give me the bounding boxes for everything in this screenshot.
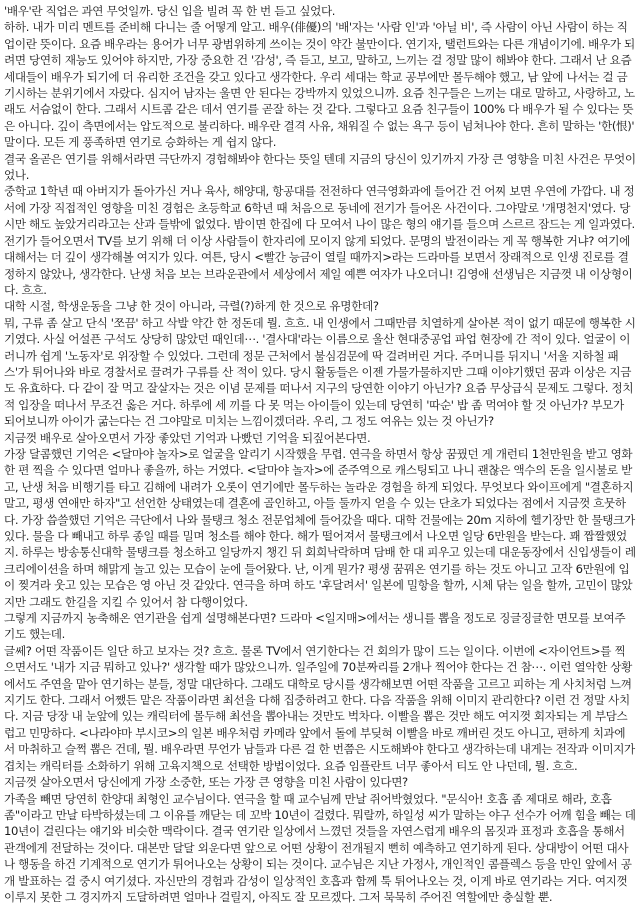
interview-answer: 뭐, 구류 좀 살고 단식 '쪼끔' 하고 삭발 약간 한 정돈데 뭘. 흐흐. 내 인생에서 그때만큼 치열하게 살아본 적이 없기 때문에 행복한 시기였다. 사실 어설픈 구석도 상당히 많았던 때인데⋯. '결사대'라는 이름으로 울산 현대중공업 파업 현장에 간 적이 있다. 얼굴이 이러니까 쉽게 '노동자'로 위장할 수 있었다. 그런데 정문 근처에서 불심검문에 딱 걸려버린 거다. 주머니를 뒤지니 '서울 지하철 패스'가 튀어나와 바로 경찰서로 끌려가 구류를 산 적이 있다. 당시 활동들은 이젠 가물가물하지만 그때 이야기했던 꿈과 이상은 지금도 유효하다. 다 같이 잘 먹고 잘살자는 것은 이념 문제를 떠나서 지구의 당연한 이야기 아닌가? 요즘 무상급식 문제도 그렇다. 정치적 입장을 떠나서 무조건 옳은 거다. 하루에 세 끼를 다 못 먹는 아이들이 있는데 당연히 '따순' 밥 좀 먹여야 할 것 아닌가? 부모가 되어보니까 아이가 굶는다는 건 그야말로 미치는 느낌이겠더라. 우리, 그 정도 여유는 있는 것 아닌가? xyxy=(4,315,636,429)
interview-answer: 글쎄? 어떤 작품이든 일단 하고 보자는 것? 흐흐. 물론 TV에서 연기한다는 건 회의가 많이 드는 일이다. 이번에 <자이언트>를 찍으면서도 '내가 지금 뭐하고 있나?' 생각할 때가 많았으니까. 일주일에 70분짜리를 2개나 찍어야 한다는 건 참⋯. 이런 열악한 상황에서도 주연을 맡아 연기하는 분들, 정말 대단하다. 그래도 대학로 당시를 생각해보면 어떤 작품을 고르고 피하는 게 사치처럼 느껴지기도 한다. 그래서 어쨌든 맡은 작품이라면 최선을 다해 집중하려고 한다. 다음 작품을 위해 이미지 관리한다? 이런 건 정말 사치다. 지금 당장 내 눈앞에 있는 캐릭터에 몰두해 최선을 뽑아내는 것만도 벅차다. 이빨을 뽑은 것만 해도 여지껏 회자되는 게 부담스럽고 민망하다. <나라야마 부시코>의 일본 배우처럼 카메라 앞에서 돌에 부딪혀 이빨을 바로 깨버린 것도 아니고, 편하게 치과에서 마취하고 슬쩍 뽑은 건데, 뭘. 배우라면 무언가 남들과 다른 걸 한 번쯤은 시도해봐야 한다고 생각하는데 내게는 전작과 이미지가 겹치는 캐릭터를 소화하기 위해 고육지책으로 선택한 방법이었다. 요즘 임플란트 너무 좋아서 티도 안 나던데, 뭘. 흐흐. xyxy=(4,643,635,773)
interview-question: 지금껏 배우로 살아오면서 가장 좋았던 기억과 나빴던 기억을 되짚어본다면. xyxy=(4,430,371,445)
interview-answer: 중학교 1학년 때 아버지가 돌아가신 거나 육사, 해양대, 항공대를 전전하다 연극영화과에 들어간 건 어찌 보면 우연에 가깝다. 내 정서에 가장 직접적인 영향을 미친 경험은 초등학교 6학년 때 처음으로 동네에 전기가 들어온 사건이다. 그야말로 '개명천지'였다. 당시만 해도 높았거리라고는 산과 들밖에 없었다. 밤이면 한집에 다 모여서 나이 많은 형의 얘기를 들으며 스르르 잠드는 게 일과였다. 전기가 들어오면서 TV를 보기 위해 더 이상 사람들이 한자리에 모이지 않게 되었다. 문명의 발전이라는 게 꼭 행복한 거냐? 여기에 대해서는 더 깊이 생각해볼 여지가 있다. 여튼, 당시 <빨간 능금이 열릴 때까지>라는 드라마를 보면서 장래적으로 인생 진로를 결정하지 않았나, 생각한다. 난생 처음 보는 브라운관에서 세상에서 제일 예쁜 여자가 나오더니! 김영애 선생님은 지금껏 내 이상형이다. 흐흐. xyxy=(4,184,635,297)
interview-question: 그렇게 지금까지 농축해온 연기관을 쉽게 설명해본다면? 드라마 <일지매>에서는 생니를 뽑을 정도로 징글징글한 면모를 보여주기도 했는데. xyxy=(4,611,626,642)
interview-answer: 가장 달콤했던 기억은 <달마야 놀자>로 얼굴을 알리기 시작했을 무렵. 연극을 하면서 항상 꿈꿨던 게 개런티 1천만원을 받고 영화 한 편 찍을 수 있다면 얼마나 좋을까, 하는 거였다. <달마야 놀자>에 준주역으로 캐스팅되고 나니 괜찮은 액수의 돈을 일시불로 받고, 난생 처음 비행기를 타고 김해에 내려가 오롯이 연기에만 몰두하는 놀라운 경험을 하게 되었다. 무엇보다 와이프에게 "결혼하지 말고, 평생 연애만 하자"고 선언한 상태였는데 결혼에 골인하고, 아들 둘까지 얻을 수 있는 단초가 되었다는 점에서 지금껏 흐뭇하다. 가장 씁쓸했던 기억은 극단에서 나와 물탱크 청소 전문업체에 들어갔을 때다. 대학 건물에는 20m 지하에 헬기장만 한 물탱크가 있다. 물을 다 빼내고 하루 종일 때를 밀며 청소를 해야 한다. 해가 떨어져서 물탱크에서 나오면 일당 6만원을 받는다. 꽤 짭짤했었지. 하루는 방송통신대학 물탱크를 청소하고 일당까지 챙긴 뒤 회희낙락하며 담배 한 대 피우고 있는데 대운동장에서 신입생들이 레크리에이션을 하며 해맑게 놀고 있는 모습이 눈에 들어왔다. 난, 이게 뭔가? 평생 꿈꿔온 연기를 하는 것도 아니고 고작 6만원에 입이 찢겨라 웃고 있는 모습은 영 아닌 것 같았다. 연극을 하며 하도 '후달려서' 일본에 밀항을 할까, 시체 닦는 일을 할까, 고민이 많았지만 그래도 한길을 지킬 수 있어서 참 다행이었다. xyxy=(4,446,636,609)
interview-question: 대학 시절, 학생운동을 그냥 한 것이 아니라, 극렬(?)하게 한 것으로 유명한데? xyxy=(4,299,379,314)
interview-question: 결국 올곧은 연기를 위해서라면 극단까지 경험해봐야 한다는 뜻일 텐데 지금의 당신이 있기까지 가장 큰 영향을 미친 사건은 무엇이었나. xyxy=(4,151,636,183)
interview-question: 지금껏 살아오면서 당신에게 가장 소중한, 또는 가장 큰 영향을 미친 사람이 있다면? xyxy=(4,775,408,790)
interview-answer: 가족을 빼면 당연히 한양대 최형인 교수님이다. 연극을 할 때 교수님께 만날 쥐어박혔었다. "문식아! 호흡 좀 제대로 해라, 호흡 좀"이라고 만날 타박하셨는데 그 이유를 깨닫는 데 꼬박 10년이 걸렸다. 뭐랄까, 하일성 씨가 말하는 야구 선수가 어깨 힘을 빼는 데 10년이 걸린다는 얘기와 비슷한 맥락이다. 결국 연기란 일상에서 느꼈던 것들을 자연스럽게 배우의 몸짓과 표정과 호흡을 통해서 관객에게 전달하는 것이다. 대본만 달달 외운다면 앞으로 어떤 상황이 전개될지 뻔히 예측하고 연기하게 된다. 상대방이 어떤 대사나 행동을 하건 기계적으로 연기가 튀어나오는 상황이 되는 것이다. 교수님은 지난 가정사, 개인적인 콤플렉스 등을 만인 앞에서 공개 발표하는 걸 중시 여기셨다. 자신만의 경험과 감성이 일상적인 호흡과 함께 툭 튀어나오는 것, 이게 바로 연기라는 거다. 여지껏 이루지 못한 그 경지까지 도달하려면 얼마나 걸릴지, 아직도 잘 모르겠다. 그저 묵묵히 주어진 역할에만 충실할 뿐. xyxy=(4,791,636,904)
interview-question: '배우'란 직업은 과연 무엇일까. 당신 입을 빌려 꼭 한 번 듣고 싶었다. xyxy=(4,4,336,18)
interview-answer: 하하. 내가 미리 멘트를 준비해 다니는 줄 어떻게 알고. 배우(俳優)의 '배'자는 '사람 인'과 '아닐 비', 즉 사람이 아닌 사람이 하는 직업이란 뜻이다. 요즘 배우라는 용어가 너무 광범위하게 쓰이는 것이 약간 불만이다. 연기자, 탤런트와는 다른 개념이기에. 배우가 되려면 당연히 재능도 있어야 하지만, 가장 중요한 건 '감성', 즉 듣고, 보고, 말하고, 느끼는 걸 정말 많이 해봐야 한다. 그래서 난 요즘 세대들이 배우가 되기에 더 유리한 조건을 갖고 있다고 생각한다. 우리 세대는 학교 공부에만 몰두해야 했고, 남 앞에 나서는 걸 금기시하는 분위기에서 자랐다. 심지어 남자는 울면 안 된다는 강박까지 있었으니까. 요즘 친구들은 느끼는 대로 말하고, 사랑하고, 노래도 서슴없이 한다. 그래서 시트콤 같은 데서 연기를 곧잘 하는 것 같다. 그렇다고 요즘 친구들이 100% 다 배우가 될 수 있다는 뜻은 아니다. 깊이 측면에서는 압도적으로 불리하다. 배우란 결격 사유, 채워질 수 없는 욕구 등이 넘쳐나야 한다. 흔히 말하는 '한(恨)' 말이다. 모든 게 풍족하면 연기로 승화하는 게 쉽지 않다. xyxy=(4,20,635,150)
